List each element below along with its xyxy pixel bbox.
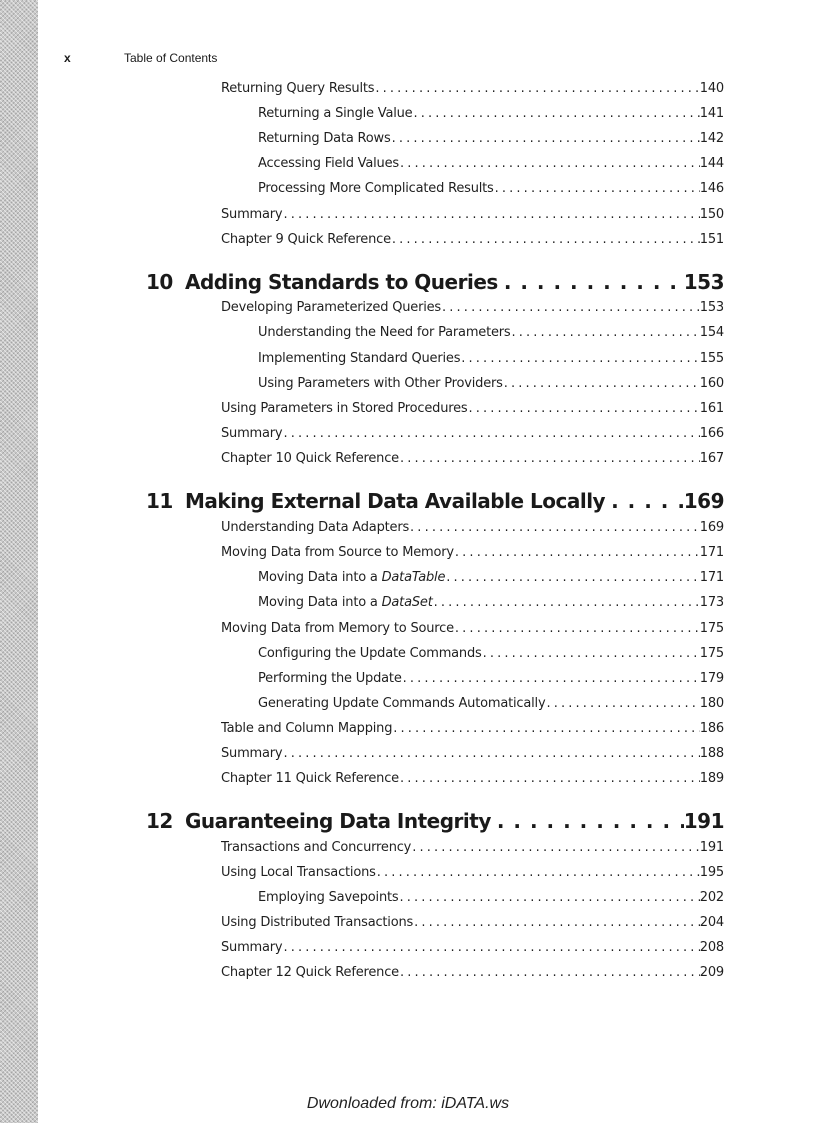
toc-entry[interactable] [221, 619, 724, 639]
chapter-heading-11[interactable] [146, 487, 724, 515]
toc-entry[interactable] [258, 323, 724, 343]
toc-entry-page: 171 [699, 545, 724, 560]
toc-entry[interactable] [221, 913, 724, 933]
toc-entry[interactable] [258, 644, 724, 664]
toc-entry-title: Using Distributed Transactions [221, 915, 414, 930]
toc-entry-page: 202 [699, 890, 724, 905]
toc-entry-title: Chapter 11 Quick Reference [221, 771, 399, 786]
toc-entry-page: 151 [699, 232, 724, 247]
chapter-number: 11 [146, 489, 173, 513]
toc-entry[interactable] [221, 963, 724, 983]
toc-entry[interactable] [258, 593, 724, 613]
chapter-heading-10[interactable] [146, 268, 724, 296]
toc-entry-title: Configuring the Update Commands [258, 646, 482, 661]
toc-entry-title: Summary [221, 940, 283, 955]
toc-entry[interactable] [221, 518, 724, 538]
toc-entry-page: 180 [699, 696, 724, 711]
toc-entry-title: Transactions and Concurrency [221, 840, 412, 855]
toc-entry-title: Summary [221, 426, 283, 441]
toc-entry[interactable] [221, 838, 724, 858]
page-number: x [64, 51, 71, 65]
toc-entry-page: 208 [699, 940, 724, 955]
toc-entry-title: Moving Data into a DataTable [258, 570, 446, 585]
toc-entry-page: 155 [699, 351, 724, 366]
toc-entry-title: Returning Data Rows [258, 131, 391, 146]
toc-entry-page: 166 [699, 426, 724, 441]
toc-entry-title: Employing Savepoints [258, 890, 399, 905]
toc-entry-page: 173 [699, 595, 724, 610]
toc-entry[interactable] [221, 863, 724, 883]
toc-entry-page: 195 [699, 865, 724, 880]
toc-entry-title: Implementing Standard Queries [258, 351, 461, 366]
toc-entry-title: Generating Update Commands Automatically [258, 696, 546, 711]
toc-entry[interactable] [221, 230, 724, 250]
toc-entry-title: Chapter 10 Quick Reference [221, 451, 399, 466]
running-header [0, 50, 816, 68]
toc-entry[interactable] [258, 104, 724, 124]
toc-entry-title: Understanding the Need for Parameters [258, 325, 511, 340]
toc-entry-title: Moving Data from Memory to Source [221, 621, 454, 636]
toc-entry[interactable] [258, 349, 724, 369]
chapter-number: 10 [146, 270, 173, 294]
toc-entry-title: Using Parameters in Stored Procedures [221, 401, 468, 416]
toc-entry-title: Chapter 12 Quick Reference [221, 965, 399, 980]
download-footer: Dwonloaded from: iDATA.ws [306, 1095, 510, 1112]
toc-entry[interactable] [221, 719, 724, 739]
toc-entry-page: 153 [699, 300, 724, 315]
toc-entry-page: 204 [699, 915, 724, 930]
toc-entry[interactable] [221, 744, 724, 764]
toc-entry-page: 154 [699, 325, 724, 340]
toc-entry-page: 179 [699, 671, 724, 686]
toc-entry[interactable] [221, 769, 724, 789]
toc-entry-page: 160 [699, 376, 724, 391]
toc-entry[interactable] [258, 888, 724, 908]
toc-entry[interactable] [221, 79, 724, 99]
chapter-heading-12[interactable] [146, 807, 724, 835]
toc-entry-page: 142 [699, 131, 724, 146]
chapter-number: 12 [146, 809, 173, 833]
chapter-title: Guaranteeing Data Integrity [185, 809, 491, 833]
toc-entry-title: Summary [221, 746, 283, 761]
toc-entry-page: 186 [699, 721, 724, 736]
chapter-title: Making External Data Available Locally [185, 489, 606, 513]
toc-entry-title: Accessing Field Values [258, 156, 399, 171]
toc-entry[interactable] [221, 543, 724, 563]
toc-entry[interactable] [258, 694, 724, 714]
toc-entry[interactable] [258, 129, 724, 149]
toc-entry-title: Using Parameters with Other Providers [258, 376, 503, 391]
toc-entry-title: Table and Column Mapping [221, 721, 393, 736]
toc-entry[interactable] [221, 399, 724, 419]
toc-entry-page: 171 [699, 570, 724, 585]
toc-entry-title: Returning a Single Value [258, 106, 413, 121]
toc-entry-title: Moving Data into a DataSet [258, 595, 433, 610]
toc-entry-title: Returning Query Results [221, 81, 375, 96]
toc-entry-page: 146 [699, 181, 724, 196]
toc-entry[interactable] [258, 374, 724, 394]
toc-entry-page: 161 [699, 401, 724, 416]
toc-entry[interactable] [221, 938, 724, 958]
toc-entry-page: 141 [699, 106, 724, 121]
toc-entry[interactable] [258, 568, 724, 588]
toc-entry[interactable] [221, 205, 724, 225]
toc-entry-page: 191 [699, 840, 724, 855]
toc-entry-page: 144 [699, 156, 724, 171]
toc-entry-title: Moving Data from Source to Memory [221, 545, 454, 560]
toc-entry[interactable] [258, 669, 724, 689]
chapter-page: 169 [683, 489, 724, 513]
scan-edge-strip [0, 0, 38, 1123]
toc-entry[interactable] [221, 298, 724, 318]
toc-entry-title: Understanding Data Adapters [221, 520, 410, 535]
running-header-title: Table of Contents [124, 51, 218, 65]
toc-entry-title: Performing the Update [258, 671, 402, 686]
toc-entry-page: 209 [699, 965, 724, 980]
toc-entry-page: 188 [699, 746, 724, 761]
toc-entry-page: 140 [699, 81, 724, 96]
toc-entry[interactable] [258, 179, 724, 199]
toc-entry-page: 189 [699, 771, 724, 786]
chapter-page: 153 [683, 270, 724, 294]
toc-entry-title: Chapter 9 Quick Reference [221, 232, 391, 247]
chapter-title: Adding Standards to Queries [185, 270, 498, 294]
toc-entry-page: 167 [699, 451, 724, 466]
toc-entry-title: Developing Parameterized Queries [221, 300, 442, 315]
toc-entry[interactable] [258, 154, 724, 174]
toc-entry-title: Summary [221, 207, 283, 222]
toc-entry-page: 175 [699, 621, 724, 636]
toc-entry-page: 175 [699, 646, 724, 661]
toc-entry[interactable] [221, 424, 724, 444]
toc-entry[interactable] [221, 449, 724, 469]
toc-entry-page: 169 [699, 520, 724, 535]
chapter-page: 191 [683, 809, 724, 833]
toc-entry-page: 150 [699, 207, 724, 222]
toc-entry-title: Processing More Complicated Results [258, 181, 494, 196]
toc-entry-title: Using Local Transactions [221, 865, 376, 880]
